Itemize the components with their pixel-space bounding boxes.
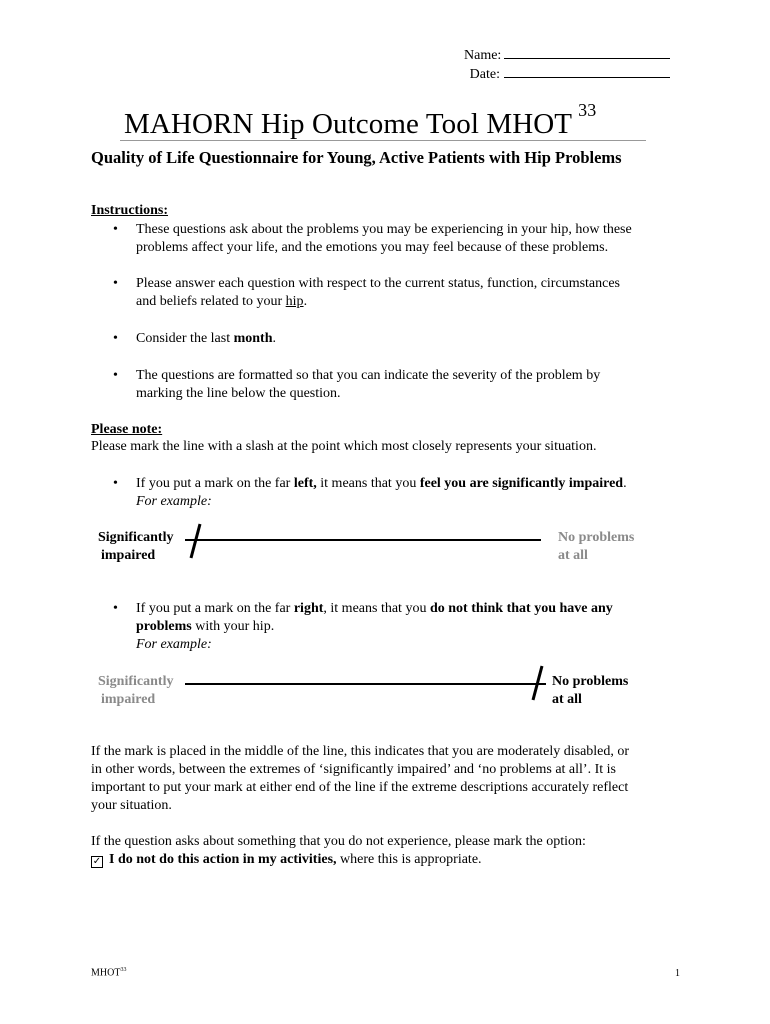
scale2-left-label-2: impaired — [101, 692, 156, 707]
instructions-heading: Instructions: — [91, 203, 169, 218]
page-title — [124, 100, 597, 141]
for-example-2: For example: — [136, 637, 212, 652]
instruction-2-hip: hip — [285, 294, 304, 309]
scale2-line[interactable] — [185, 683, 546, 685]
note-right-mid: , it means that you — [323, 601, 430, 616]
instruction-3 — [136, 330, 276, 348]
note-left-impaired: feel you are significantly impaired — [419, 476, 624, 491]
scale1-left-label-1: Significantly — [98, 530, 174, 545]
scale1-left-label — [98, 529, 173, 565]
note-right-pre: If you put a mark on the far — [136, 601, 294, 616]
instruction-3-period: . — [272, 331, 277, 346]
note-left-pre: If you put a mark on the far — [136, 476, 294, 491]
footer-label-text: MHOT — [91, 967, 121, 979]
for-example-1: For example: — [136, 494, 212, 509]
instruction-1-line-2: problems affect your life, and the emotions you may feel because of these problems. — [136, 240, 609, 255]
note-left-post: . — [623, 476, 627, 491]
note-right-problems: problems — [136, 619, 192, 634]
note-left-mid: it means that you — [316, 476, 420, 491]
closing-p1-line-4: your situation. — [91, 798, 172, 813]
instruction-2-line-2 — [136, 293, 620, 311]
scale2-slash-mark — [528, 664, 546, 702]
instruction-2-line-1: Please answer each question with respect to the current status, function, circumstances — [136, 276, 621, 291]
scale1-right-label-1: No problems — [558, 530, 635, 545]
bullet-3: • — [113, 331, 118, 346]
closing-p2-line-2 — [91, 851, 586, 869]
bullet-2: • — [113, 276, 118, 291]
instruction-3-month: month — [233, 331, 273, 346]
name-field[interactable] — [464, 47, 670, 65]
note-right-right: right — [293, 601, 324, 616]
closing-option-text: I do not do this action in my activities, — [109, 852, 337, 867]
closing-p1-line-3: important to put your mark at either end of the line if the extreme descriptions accurately reflect — [91, 780, 629, 795]
instruction-1-line-1: These questions ask about the problems you may be experiencing in your hip, how these — [136, 222, 632, 237]
note-right-no-problems: do not think that you have any — [429, 601, 613, 616]
scale2-left-label — [98, 673, 173, 709]
title-text: MAHORN Hip Outcome Tool MHOT — [124, 108, 573, 140]
closing-paragraph-2 — [91, 833, 586, 869]
note-right-explanation — [136, 600, 613, 654]
scale2-right-label-1: No problems — [552, 674, 629, 689]
instruction-4 — [136, 367, 600, 403]
instruction-1 — [136, 221, 632, 257]
page-number: 1 — [675, 968, 680, 979]
closing-p1-line-1: If the mark is placed in the middle of the line, this indicates that you are moderately disabled, or — [91, 744, 630, 759]
name-label: Name: — [464, 48, 502, 63]
title-superscript: 33 — [578, 100, 597, 120]
footer-superscript: 33 — [120, 967, 127, 973]
checkbox-icon: ✓ — [92, 856, 102, 867]
title-rule — [120, 140, 646, 141]
note-right-post: with your hip. — [191, 619, 275, 634]
bullet-5: • — [113, 476, 118, 491]
date-line[interactable] — [504, 66, 670, 78]
note-left-line — [136, 475, 627, 493]
note-text: Please mark the line with a slash at the point which most closely represents your situation. — [91, 439, 597, 454]
scale2-right-label-2: at all — [552, 692, 582, 707]
closing-paragraph-1 — [91, 743, 629, 815]
scale1-right-label — [558, 529, 634, 565]
closing-p2-post: where this is appropriate. — [336, 852, 482, 867]
instruction-2-period: . — [303, 294, 308, 309]
scale2-left-label-1: Significantly — [98, 674, 174, 689]
page-subtitle: Quality of Life Questionnaire for Young, Active Patients with Hip Problems — [91, 148, 622, 167]
name-line[interactable] — [504, 47, 670, 59]
scale1-left-label-2: impaired — [101, 548, 156, 563]
note-right-line-1 — [136, 600, 613, 618]
scale1-right-label-2: at all — [558, 548, 588, 563]
note-left-left: left, — [293, 476, 317, 491]
instruction-2 — [136, 275, 620, 311]
scale1-line[interactable] — [185, 539, 541, 541]
note-heading: Please note: — [91, 422, 163, 437]
scale2-right-label — [552, 673, 628, 709]
closing-p1-line-2: in other words, between the extremes of ‘significantly impaired’ and ‘no problems at all’. It is — [91, 762, 616, 777]
note-right-line-2 — [136, 618, 613, 636]
footer-label — [91, 967, 126, 978]
note-left-explanation — [136, 475, 627, 511]
scale1-slash-mark — [186, 522, 204, 560]
date-label: Date: — [469, 67, 500, 82]
bullet-6: • — [113, 601, 118, 616]
bullet-4: • — [113, 368, 118, 383]
instruction-4-line-1: The questions are formatted so that you can indicate the severity of the problem by — [136, 368, 601, 383]
closing-p2-line-1: If the question asks about something that you do not experience, please mark the option: — [91, 834, 586, 849]
instruction-4-line-2: marking the line below the question. — [136, 386, 341, 401]
bullet-1: • — [113, 222, 118, 237]
date-field[interactable] — [464, 66, 670, 84]
instruction-2-text: and beliefs related to your — [136, 294, 286, 309]
instruction-3-text: Consider the last — [136, 331, 234, 346]
